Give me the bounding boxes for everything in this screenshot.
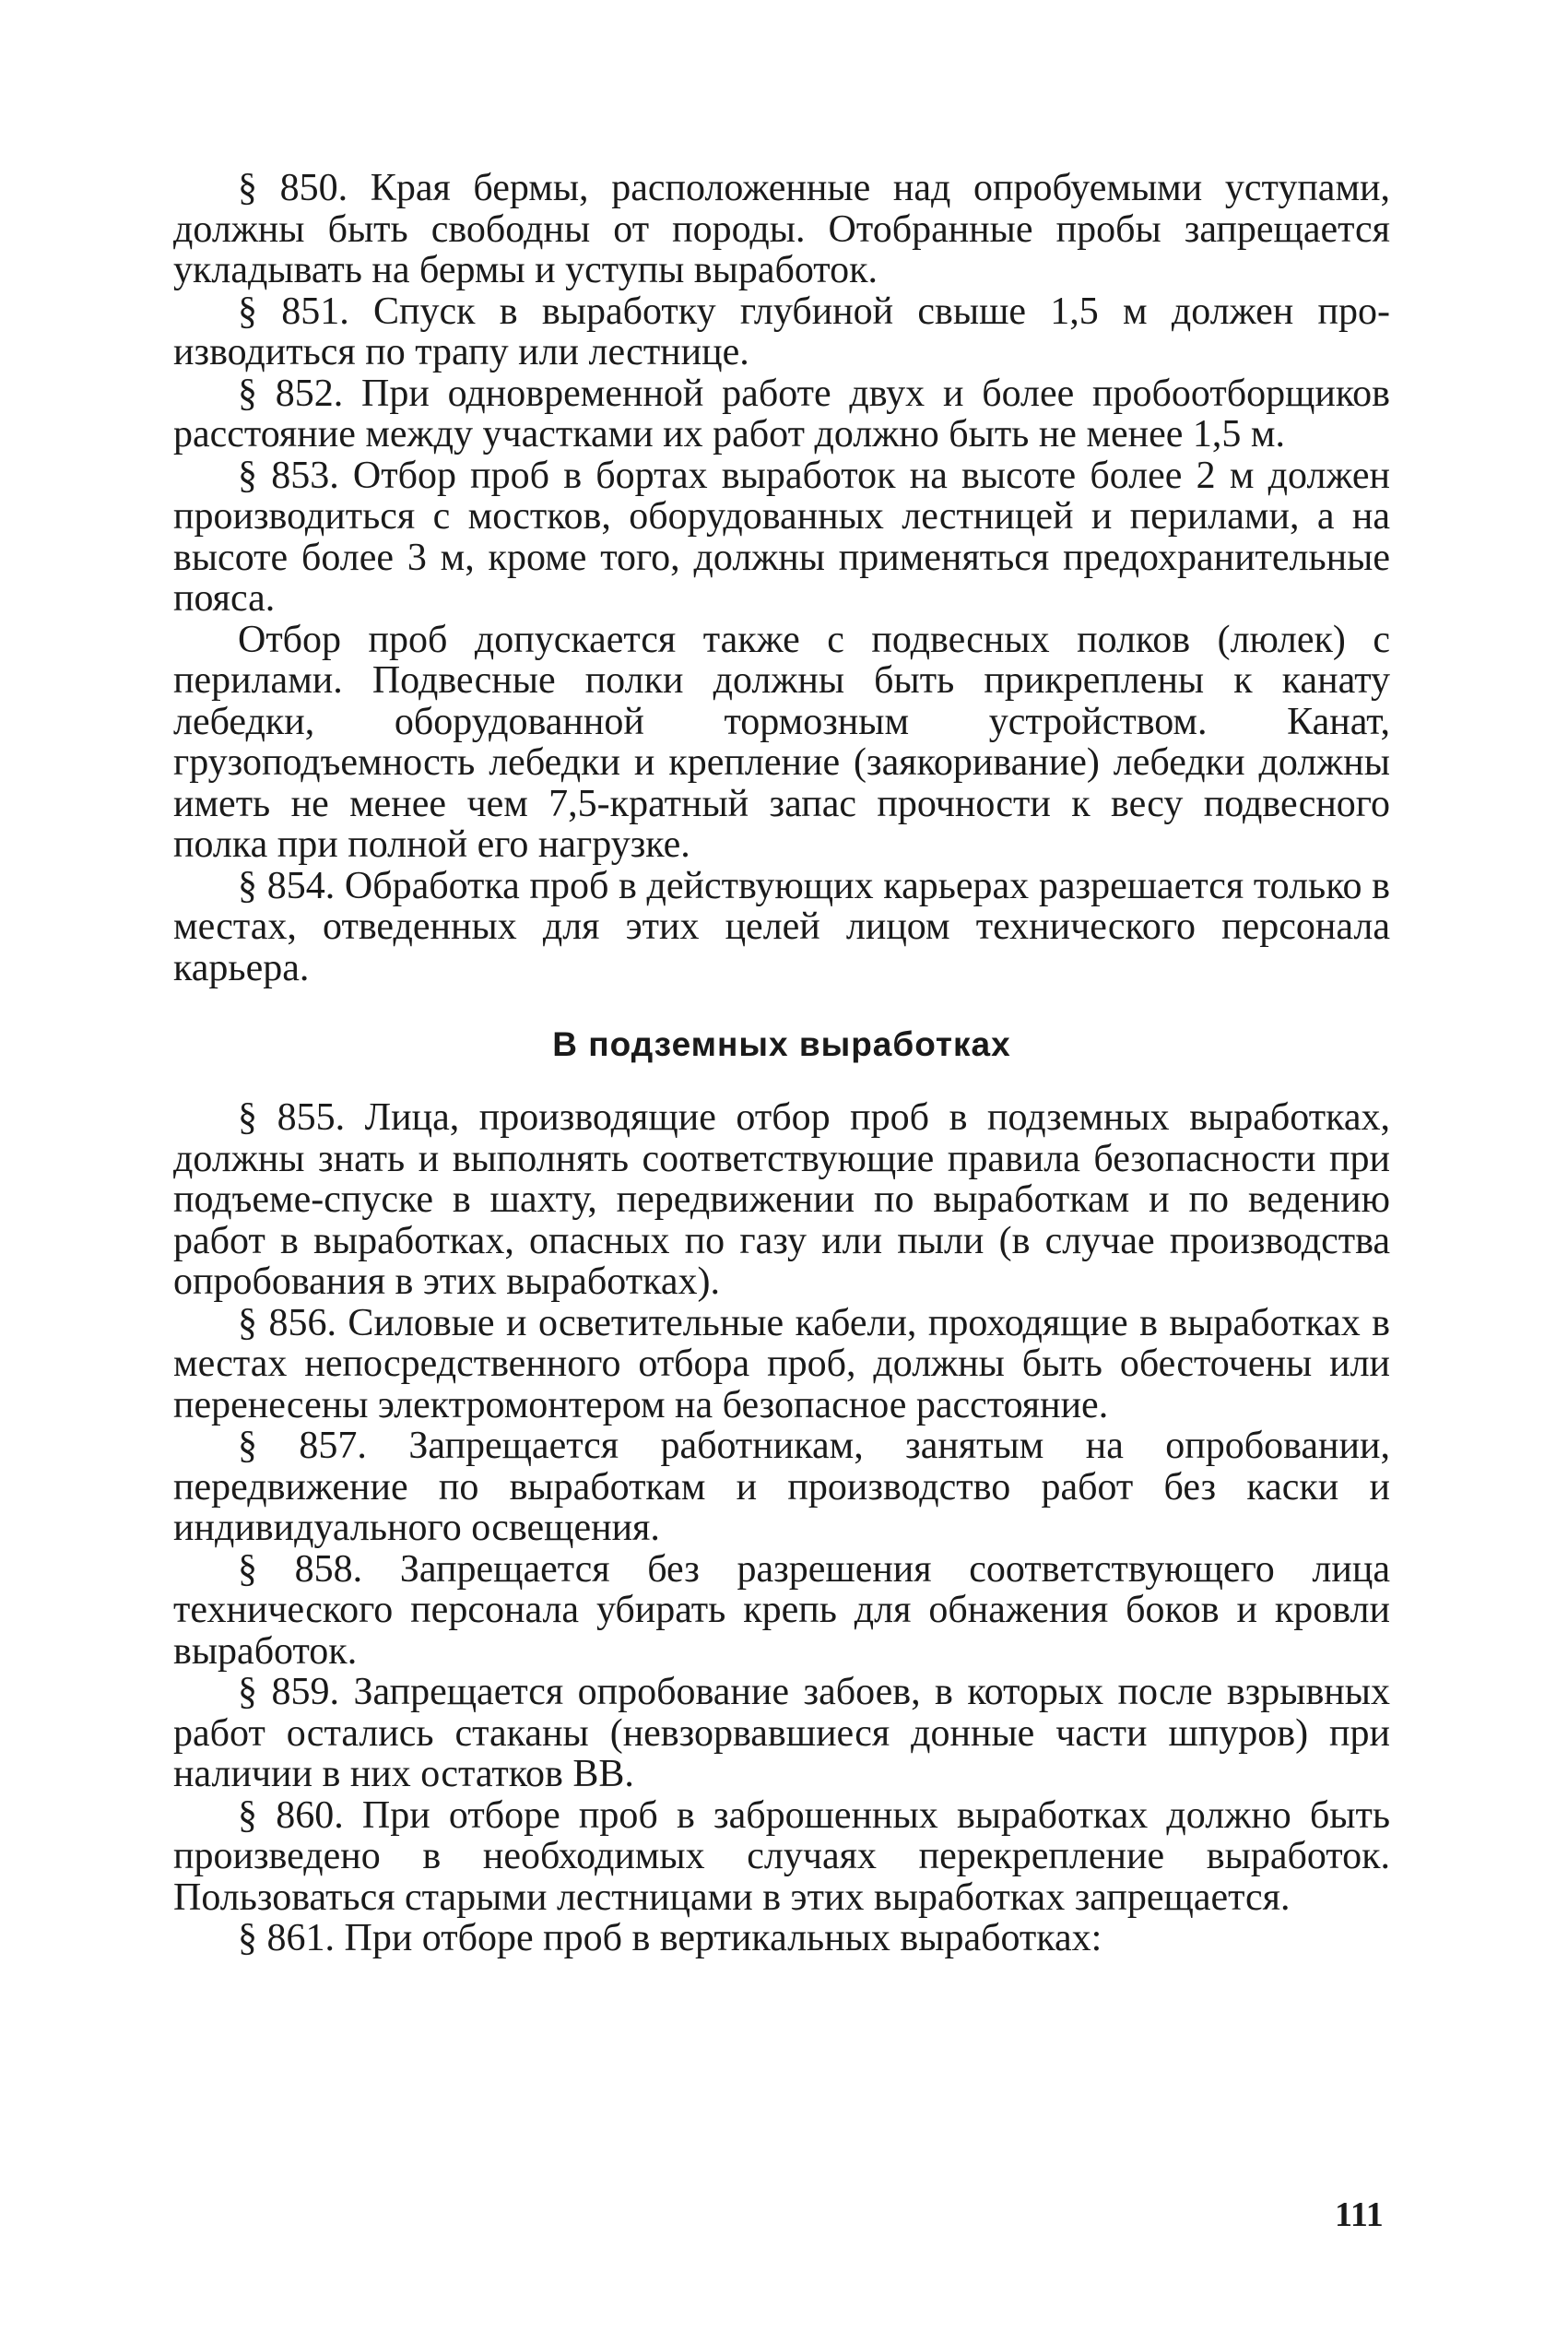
- section-heading: В подземных выработках: [552, 1025, 1011, 1063]
- paragraph-857: § 857. Запрещается работникам, занятым на опробовании, передвижение по выработкам и производство работ без каски и индивидуального освещения.: [173, 1425, 1390, 1549]
- paragraph-854: § 854. Обработка проб в действующих карьерах разрешается только в местах, отведенных для этих целей лицом технического персонала карьера.: [173, 864, 1390, 989]
- paragraph-855: § 855. Лица, производящие отбор проб в подземных выработках, должны знать и выполнять соответствующие правила безопасности при подъеме-спуске в шахту, передвижении по выработкам и по ведению работ в выработках, опасных по газу или пыли (в случае производства опробования в этих выработках).: [173, 1096, 1390, 1303]
- paragraph-852: § 852. При одновременной работе двух и более пробоотборщиков расстояние между участками их работ должно быть не менее 1,5 м.: [173, 372, 1390, 456]
- paragraph-861: § 861. При отборе проб в вертикальных выработках:: [238, 1917, 1102, 1959]
- paragraph-859: § 859. Запрещается опробование забоев, в которых после взрывных работ остались стаканы (невзорвавшиеся донные части шпуров) при наличии в них остатков ВВ.: [173, 1671, 1390, 1795]
- paragraph-853: § 853. Отбор проб в бортах выработок на высоте более 2 м должен производиться с мостков, оборудованных лестницей и перилами, а на высоте более 3 м, кроме того, должны применяться предохранительные пояса.: [173, 454, 1390, 620]
- page-number: 111: [1335, 2195, 1384, 2234]
- paragraph-851: § 851. Спуск в выработку глубиной свыше 1,5 м должен производиться по трапу или лестнице.: [173, 290, 1390, 373]
- paragraph-853-continued: Отбор проб допускается также с подвесных полков (люлек) с перилами. Подвесные полки должны быть прикреплены к канату лебедки, оборудованной тормозным устройством. Канат, грузоподъемность лебедки и крепление (заякоривание) лебедки должны иметь не менее чем 7,5-кратный запас прочности к весу подвесного полка при полной его нагрузке.: [173, 618, 1390, 866]
- paragraph-856: § 856. Силовые и осветительные кабели, проходящие в выработках в местах непосредственного отбора проб, должны быть обесточены или перенесены электромонтером на безопасное расстояние.: [173, 1301, 1390, 1426]
- paragraph-860: § 860. При отборе проб в заброшенных выработках должно быть произведено в необходимых случаях перекрепление выработок. Пользоваться старыми лестницами в этих выработках запрещается.: [173, 1793, 1390, 1919]
- paragraph-858: § 858. Запрещается без разрешения соответствующего лица технического персонала убирать крепь для обнажения боков и кровли выработок.: [173, 1547, 1390, 1673]
- paragraph-850: § 850. Края бермы, расположенные над опробуемыми уступами, должны быть свободны от породы. Отобранные пробы запрещается укладывать на бермы и уступы выработок.: [173, 167, 1390, 291]
- page-body: [173, 168, 1390, 1959]
